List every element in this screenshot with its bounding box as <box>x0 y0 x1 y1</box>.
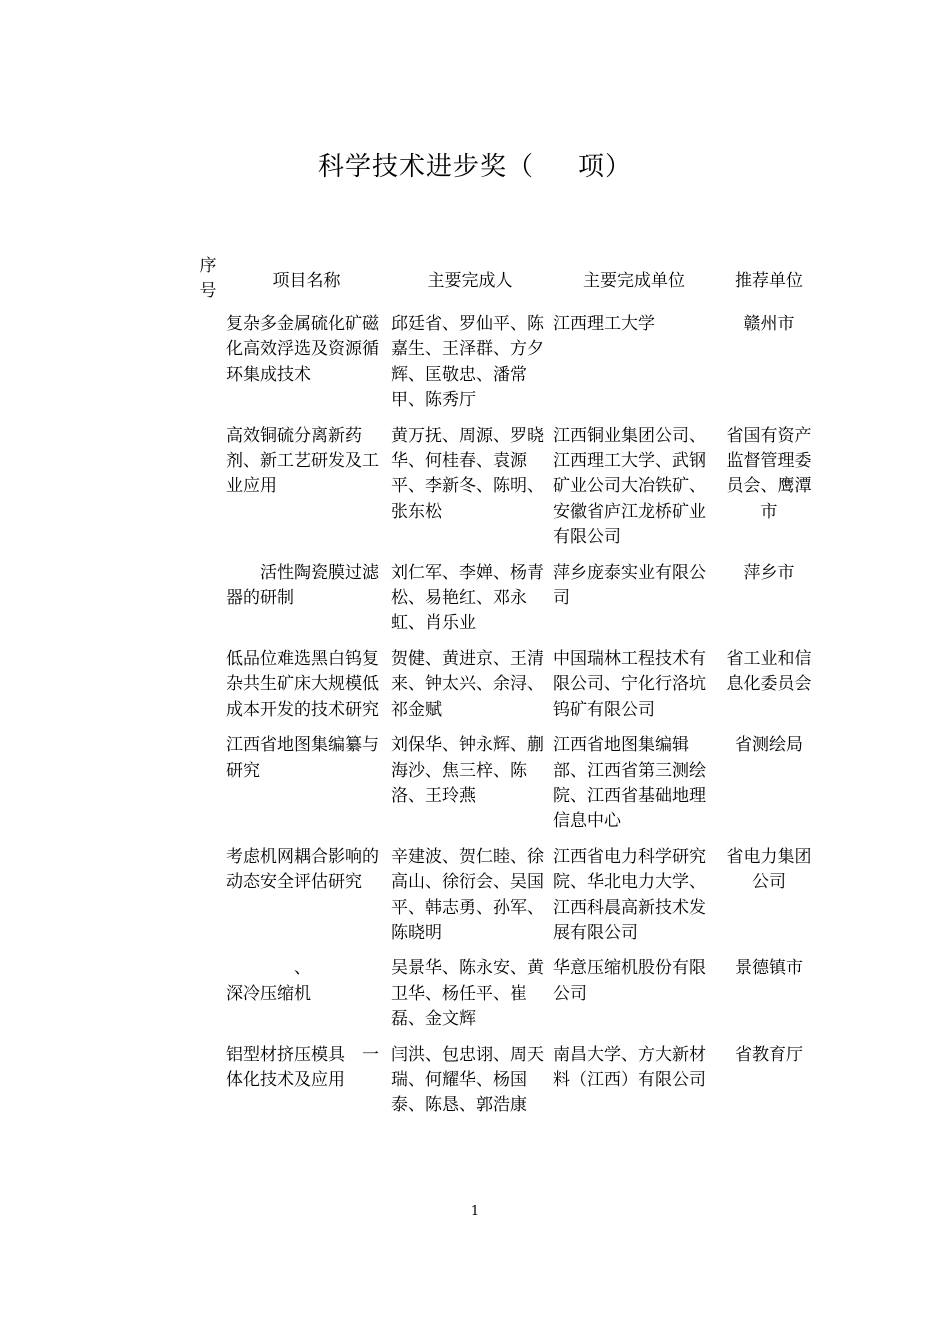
main-units-cell: 江西铜业集团公司、江西理工大学、武钢矿业公司大冶铁矿、安徽省庐江龙桥矿业有限公司 <box>553 425 706 548</box>
main-people-cell: 辛建波、贺仁睦、徐高山、徐衍会、吴国平、韩志勇、孙军、陈晓明 <box>391 846 544 943</box>
project-name-cell: 高效铜硫分离新药剂、新工艺研发及工业应用 <box>226 425 379 497</box>
recommender-cell: 省教育厅 <box>735 1044 803 1065</box>
header-main-people: 主要完成人 <box>427 271 513 291</box>
recommender-cell: 省工业和信息化委员会 <box>726 648 812 695</box>
recommender-cell: 赣州市 <box>743 314 795 334</box>
main-people-cell: 闫洪、包忠诩、周天瑞、何耀华、杨国泰、陈恳、郭浩康 <box>391 1044 544 1116</box>
main-units-cell: 萍乡庞泰实业有限公司 <box>553 562 706 609</box>
main-units-cell: 中国瑞林工程技术有限公司、宁化行洛坑钨矿有限公司 <box>553 648 706 720</box>
project-name-cell: 考虑机网耦合影响的动态安全评估研究 <box>226 846 379 893</box>
table-row <box>226 845 819 957</box>
table-row <box>226 647 819 733</box>
project-name-cell: 活性陶瓷膜过滤器的研制 <box>226 562 379 609</box>
title-main: 科学技术进步奖（ <box>317 152 534 182</box>
header-main-units: 主要完成单位 <box>583 271 685 291</box>
recommender-cell: 省测绘局 <box>735 735 803 756</box>
page-number: 1 <box>470 1204 480 1219</box>
main-units-cell: 江西理工大学 <box>553 314 655 334</box>
main-people-cell: 贺健、黄进京、王清来、钟太兴、余浔、祁金赋 <box>391 648 544 720</box>
table-row <box>226 1043 819 1129</box>
main-people-cell: 邱廷省、罗仙平、陈嘉生、王泽群、方夕辉、匡敬忠、潘常甲、陈秀厅 <box>391 314 544 411</box>
header-recommender: 推荐单位 <box>735 271 803 291</box>
table-row <box>226 956 819 1042</box>
recommender-cell: 萍乡市 <box>743 562 795 583</box>
table-row <box>226 561 819 647</box>
main-units-cell: 江西省电力科学研究院、华北电力大学、江西科晨高新技术发展有限公司 <box>553 846 706 943</box>
header-project-name: 项目名称 <box>272 271 341 291</box>
main-units-cell: 江西省地图集编辑部、江西省第三测绘院、江西省基础地理信息中心 <box>553 735 706 832</box>
award-table-body <box>226 312 819 1129</box>
table-row <box>226 733 819 845</box>
header-seq: 序号 <box>199 256 217 301</box>
project-name-cell: 江西省地图集编纂与研究 <box>226 735 379 781</box>
recommender-cell: 省电力集团公司 <box>726 846 812 893</box>
main-people-cell: 刘保华、钟永辉、蒯海沙、焦三梓、陈 洛、王玲燕 <box>391 735 544 806</box>
table-row <box>226 424 819 561</box>
main-people-cell: 黄万抚、周源、罗晓华、何桂春、袁源平、李新冬、陈明、张东松 <box>391 425 544 522</box>
title-suffix: 项） <box>578 152 633 182</box>
project-name-cell: 铝型材挤压模具 一体化技术及应用 <box>226 1044 379 1090</box>
recommender-cell: 景德镇市 <box>735 958 803 979</box>
award-table <box>226 312 819 1129</box>
main-people-cell: 吴景华、陈永安、黄卫华、杨任平、崔磊、金文辉 <box>391 958 544 1030</box>
project-name-cell: 低品位难选黑白钨复杂共生矿床大规模低成本开发的技术研究 <box>226 648 379 720</box>
project-name-cell: 复杂多金属硫化矿磁化高效浮选及资源循环集成技术 <box>226 314 379 385</box>
table-row <box>226 312 819 424</box>
project-name-cell: 、 深冷压缩机 <box>226 958 388 1004</box>
page-title <box>0 146 950 183</box>
main-people-cell: 刘仁军、李婵、杨青松、易艳红、邓永虹、肖乐业 <box>391 562 544 634</box>
recommender-cell: 省国有资产监督管理委员会、鹰潭市 <box>726 425 812 522</box>
main-units-cell: 华意压缩机股份有限公司 <box>553 958 706 1004</box>
main-units-cell: 南昌大学、方大新材料（江西）有限公司 <box>553 1044 706 1090</box>
